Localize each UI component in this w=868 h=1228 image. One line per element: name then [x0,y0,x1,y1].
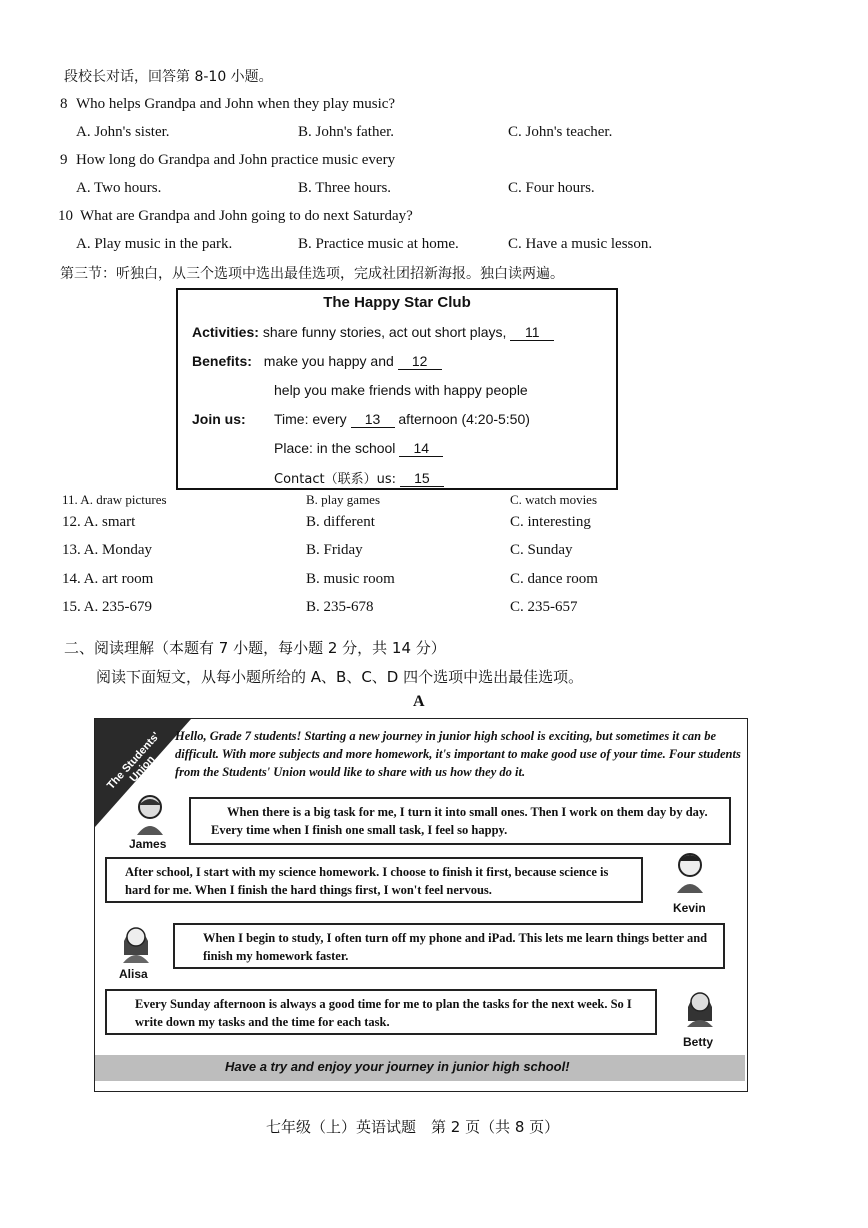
join-label [192,411,246,427]
blank-15: 15 [400,470,444,487]
option-15-c: C. 235-657 [510,599,578,615]
option-14-c: C. dance room [510,571,598,587]
james-name: James [129,837,167,851]
kevin-bubble [105,857,643,903]
betty-name: Betty [683,1035,714,1049]
option-13-c: C. Sunday [510,542,573,558]
benefits-text-2: help you make friends with happy people [274,382,528,398]
blank-13: 13 [351,411,395,428]
question-text: How long do Grandpa and John practice music every [76,152,396,168]
option-12-b: B. different [306,514,375,530]
blank-12: 12 [398,353,442,370]
passage-letter: A [413,693,425,710]
section-header-dialogue: 段校长对话，回答第 8-10 小题。 [64,69,273,85]
section-header-monologue: 第三节：听独白，从三个选项中选出最佳选项，完成社团招新海报。独白读两遍。 [60,266,564,282]
option-13-a: 13. A. Monday [62,542,152,558]
contact-text: Contact（联系）us: [274,472,396,487]
blank-14: 14 [399,440,443,457]
question-text: Who helps Grandpa and John when they play music? [76,96,396,112]
poster-benefits-row [192,353,442,370]
option-b: B. Three hours. [298,180,392,196]
option-14-b: B. music room [306,571,395,587]
question-number: 10 [58,208,73,224]
time-after: afternoon (4:20-5:50) [398,411,530,427]
part2-instruction: 阅读下面短文，从每小题所给的 A、B、C、D 四个选项中选出最佳选项。 [96,668,584,686]
time-text: Time: every [274,411,347,427]
option-14-a: 14. A. art room [62,571,154,587]
option-c: C. Have a music lesson. [508,236,653,252]
part2-title: 二、阅读理解（本题有 7 小题，每小题 2 分，共 14 分） [64,639,446,657]
activities-label: Activities: [192,324,259,340]
option-a: A. Play music in the park. [76,236,233,252]
alisa-text: When I begin to study, I often turn off my phone and iPad. This lets me learn things better and finish my homework faster. [203,931,708,963]
option-a: A. Two hours. [76,180,162,196]
poster-contact-row [274,468,444,487]
option-12-a: 12. A. smart [62,514,136,530]
option-11-c: C. watch movies [510,492,598,507]
alisa-name: Alisa [119,967,148,981]
option-c: C. John's teacher. [508,124,613,140]
union-banner-text: The Students' Union [104,730,163,792]
betty-bubble [105,989,657,1035]
alisa-bubble [173,923,725,969]
page-footer: 七年级（上）英语试题 第 2 页（共 8 页） [266,1118,560,1136]
kevin-text: After school, I start with my science homework. I choose to finish it first, because science is hard for me. When I finish the hard things first, I won't feel nervous. [125,865,609,897]
betty-avatar [683,985,717,1027]
blank-11: 11 [510,324,554,341]
james-text: When there is a big task for me, I turn it into small ones. Then I work on them day by day. Every time when I finish one small task, I feel so happy. [211,805,708,837]
join-label-text: Join us: [192,411,246,427]
option-12-c: C. interesting [510,514,591,530]
passage-footer-banner [95,1055,745,1081]
james-avatar [133,793,167,835]
place-text: Place: in the school [274,440,396,456]
kevin-name: Kevin [673,901,706,915]
benefits-text: make you happy and [263,353,394,369]
option-15-a: 15. A. 235-679 [62,599,152,615]
poster-place-row [274,440,443,457]
option-c: C. Four hours. [508,180,595,196]
poster-time-row [274,411,530,428]
betty-text: Every Sunday afternoon is always a good time for me to plan the tasks for the next week. So I write down my tasks and the time for each task. [135,997,632,1029]
activities-text: share funny stories, act out short plays, [262,324,507,340]
question-number: 9 [60,152,68,168]
option-b: B. John's father. [298,124,395,140]
option-b: B. Practice music at home. [298,236,459,252]
kevin-avatar [673,851,707,893]
poster-title: The Happy Star Club [323,294,471,311]
option-a: A. John's sister. [76,124,170,140]
option-11-a: 11. A. draw pictures [62,492,167,507]
option-11-b: B. play games [306,492,381,507]
option-13-b: B. Friday [306,542,363,558]
alisa-avatar [119,921,153,963]
benefits-label: Benefits: [192,353,252,369]
james-bubble [189,797,731,845]
passage-intro: Hello, Grade 7 students! Starting a new journey in junior high school is exciting, but sometimes it can be difficult. With more subjects and more homework, it's important to make good use of your time. Four students from the Students' Union would like to share with us how they do it. [175,729,741,779]
passage-panel [94,718,748,1092]
poster-activities-row [192,324,554,341]
question-number: 8 [60,96,68,112]
club-poster [176,288,618,490]
passage-footer-text: Have a try and enjoy your journey in junior high school! [225,1059,570,1074]
option-15-b: B. 235-678 [306,599,374,615]
question-text: What are Grandpa and John going to do next Saturday? [80,208,413,224]
